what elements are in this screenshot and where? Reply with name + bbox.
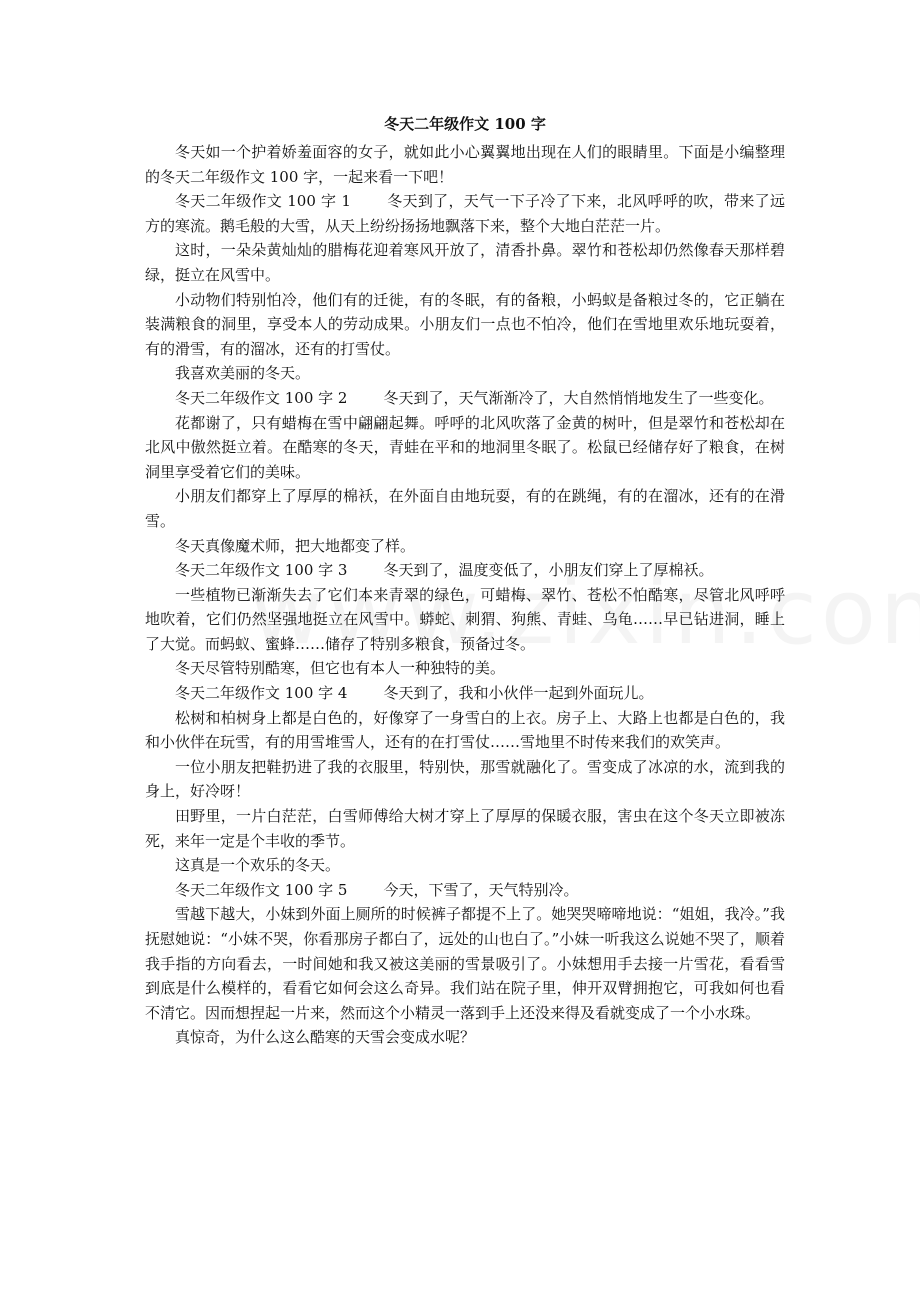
paragraph: 田野里，一片白茫茫，白雪师傅给大树才穿上了厚厚的保暖衣服，害虫在这个冬天立即被冻死，来年一定是个丰收的季节。 xyxy=(145,807,785,850)
section-paragraph xyxy=(145,878,785,903)
section-text: 冬天到了，我和小伙伴一起到外面玩儿。 xyxy=(383,684,654,703)
section-text: 今天，下雪了，天气特别冷。 xyxy=(383,880,579,899)
paragraph: 冬天真像魔术师，把大地都变了样。 xyxy=(175,536,416,555)
section-paragraph xyxy=(145,681,785,706)
document-page xyxy=(145,0,785,1050)
section-paragraph xyxy=(145,558,785,583)
section-heading: 冬天二年级作文 100 字 2 xyxy=(175,388,348,407)
paragraph: 一位小朋友把鞋扔进了我的衣服里，特别快，那雪就融化了。雪变成了冰凉的水，流到我的身上，好冷呀！ xyxy=(145,757,785,801)
section-heading: 冬天二年级作文 100 字 5 xyxy=(175,880,348,899)
section-text: 冬天到了，温度变低了，小朋友们穿上了厚棉袄。 xyxy=(383,561,714,580)
paragraph: 小动物们特别怕冷，他们有的迁徙，有的冬眠，有的备粮，小蚂蚁是备粮过冬的，它正躺在装满粮食的洞里，享受本人的劳动成果。小朋友们一点也不怕冷，他们在雪地里欢乐地玩耍着，有的滑雪，有的溜冰，还有的打雪仗。 xyxy=(145,290,785,358)
paragraph: 真惊奇，为什么这么酷寒的天雪会变成水呢？ xyxy=(175,1028,476,1047)
section-heading: 冬天二年级作文 100 字 4 xyxy=(175,684,348,703)
paragraph: 松树和柏树身上都是白色的，好像穿了一身雪白的上衣。房子上、大路上也都是白色的，我和小伙伴在玩雪，有的用雪堆雪人，还有的在打雪仗……雪地里不时传来我们的欢笑声。 xyxy=(145,708,785,752)
page-title: 冬天二年级作文 100 字 xyxy=(384,115,546,133)
paragraph: 这时，一朵朵黄灿灿的腊梅花迎着寒风开放了，清香扑鼻。翠竹和苍松却仍然像春天那样碧绿，挺立在风雪中。 xyxy=(145,241,785,284)
paragraph: 小朋友们都穿上了厚厚的棉袄，在外面自由地玩耍，有的在跳绳，有的在溜冰，还有的在滑雪。 xyxy=(145,487,785,530)
paragraph: 我喜欢美丽的冬天。 xyxy=(175,364,311,383)
document-body xyxy=(145,140,785,1050)
paragraph: 这真是一个欢乐的冬天。 xyxy=(175,856,341,875)
paragraph: 冬天如一个护着娇羞面容的女子，就如此小心翼翼地出现在人们的眼睛里。下面是小编整理的冬天二年级作文 100 字，一起来看一下吧！ xyxy=(145,143,785,186)
section-paragraph xyxy=(145,386,785,411)
paragraph: 花都谢了，只有蜡梅在雪中翩翩起舞。呼呼的北风吹落了金黄的树叶，但是翠竹和苍松却在北风中傲然挺立着。在酷寒的冬天，青蛙在平和的地洞里冬眠了。松鼠已经储存好了粮食，在树洞里享受着它们的美味。 xyxy=(145,413,785,481)
section-paragraph xyxy=(145,189,785,238)
paragraph: 一些植物已渐渐失去了它们本来青翠的绿色，可蜡梅、翠竹、苍松不怕酷寒，尽管北风呼呼地吹着，它们仍然坚强地挺立在风雪中。蟒蛇、刺猬、狗熊、青蛙、乌龟……早已钻进洞，睡上了大觉。而蚂蚁、蜜蜂……储存了特别多粮食，预备过冬。 xyxy=(145,585,785,653)
section-heading: 冬天二年级作文 100 字 1 xyxy=(175,192,351,211)
paragraph: 雪越下越大，小妹到外面上厕所的时候裤子都提不上了。她哭哭啼啼地说：“姐姐，我冷。”我抚慰她说：“小妹不哭，你看那房子都白了，远处的山也白了。”小妹一听我这么说她不哭了，顺着我手指的方向看去，一时间她和我又被这美丽的雪景吸引了。小妹想用手去接一片雪花，看看雪到底是什么模样的，看看它如何会这么奇异。我们站在院子里，伸开双臂拥抱它，可我如何也看不清它。因而想捏起一片来，然而这个小精灵一落到手上还没来得及看就变成了一个小水珠。 xyxy=(145,905,785,1022)
section-text: 冬天到了，天气一下子冷了下来，北风呼呼的吹，带来了远方的寒流。鹅毛般的大雪，从天上纷纷扬扬地飘落下来，整个大地白茫茫一片。 xyxy=(145,192,785,235)
section-text: 冬天到了，天气渐渐冷了，大自然悄悄地发生了一些变化。 xyxy=(383,388,774,407)
paragraph: 冬天尽管特别酷寒，但它也有本人一种独特的美。 xyxy=(175,659,506,678)
section-heading: 冬天二年级作文 100 字 3 xyxy=(175,561,348,580)
